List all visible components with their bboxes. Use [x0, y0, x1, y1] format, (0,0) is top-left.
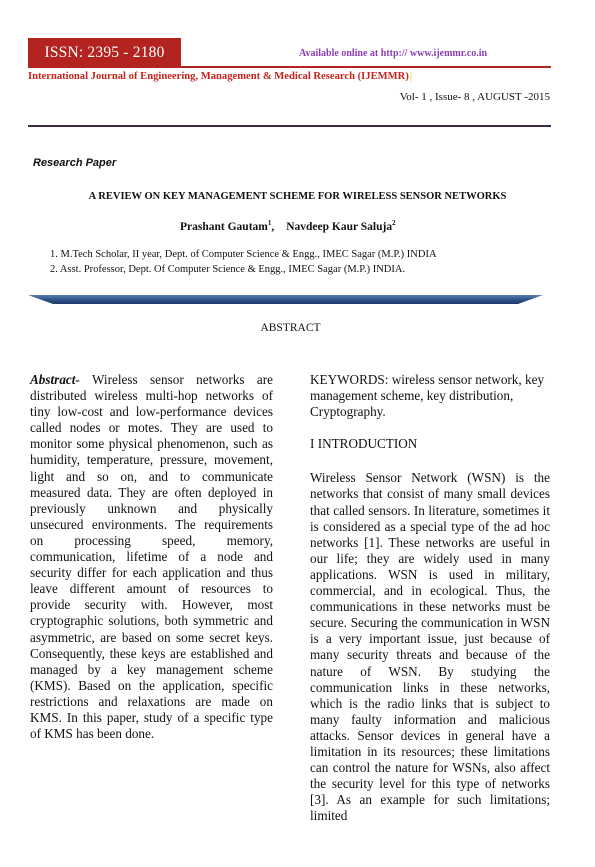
journal-name	[28, 71, 412, 82]
paper-title: A REVIEW ON KEY MANAGEMENT SCHEME FOR WIRELESS SENSOR NETWORKS	[88, 191, 507, 202]
abstract-label: Abstract-	[30, 372, 80, 387]
availability-link[interactable]: Available online at http:// www.ijemmr.co.in	[299, 48, 488, 59]
author-2-name: Navdeep Kaur Saluja	[286, 220, 393, 233]
abstract-heading: ABSTRACT	[260, 322, 321, 334]
volume-issue: Vol- 1 , Issue- 8 , AUGUST -2015	[399, 91, 550, 103]
author-1-name: Prashant Gautam	[180, 220, 268, 233]
affiliation-2: 2. Asst. Professor, Dept. Of Computer Science & Engg., IMEC Sagar (M.P.) INDIA.	[50, 264, 406, 275]
author-1-sup: 1	[267, 219, 272, 227]
journal-name-text: International Journal of Engineering, Management & Medical Research (IJEMMR)	[28, 71, 409, 82]
issn-badge: ISSN: 2395 - 2180	[28, 38, 181, 67]
keywords: KEYWORDS: wireless sensor network, key management scheme, key distribution, Cryptography.	[310, 372, 545, 420]
author-2-sup: 2	[392, 219, 396, 227]
introduction-heading: I INTRODUCTION	[310, 436, 418, 452]
right-column	[310, 372, 550, 824]
introduction-text: Wireless Sensor Network (WSN) is the networks that consist of many small devices that called sensors. In literature, sometimes it is considered as a special type of the ad hoc networks [1]. These networks are useful in our life; they are widely used in many applications. WSN is used in military, commercial, and in ecological. Thus, the communications in these networks must be secure. Securing the communication in WSN is a very important issue, just because of many security threats and because of the nature of WSN. By studying the communication links in these networks, which is the radio links that is subject to many faulty information and malicious attacks. Sensor devices in general have a limitation in its resources; these limitations can control the nature for WSNs, also affect the security level for this type of networks [3]. As an example for such limitations; limited	[310, 470, 550, 824]
abstract-text: Wireless sensor networks are distributed wireless multi-hop networks of tiny low-cost and low-performance devices called nodes or motes. They are used to monitor some physical phenomenon, such as humidity, temperature, pressure, movement, light and so on, and to communicate measured data. They are often deployed in previously unknown and physically unsecured environments. The requirements on processing speed, memory, communication, lifetime of a node and security differ for each application and thus leave different amount of resources to provide security with. However, most cryptographic solutions, both symmetric and asymmetric, are based on some secret keys. Consequently, these keys are established and managed by a key management scheme (KMS). Based on the application, specific restrictions and relaxations are made on KMS. In this paper, study of a specific type of KMS has been done.	[30, 372, 273, 742]
affiliation-1: 1. M.Tech Scholar, II year, Dept. of Computer Science & Engg., IMEC Sagar (M.P.) INDIA	[50, 249, 437, 260]
journal-separator: |	[409, 71, 412, 82]
left-column	[30, 372, 273, 742]
abstract-paragraph	[30, 372, 273, 742]
section-rule	[28, 125, 551, 127]
decorative-banner	[28, 292, 543, 306]
header-rule	[28, 66, 551, 68]
paper-type: Research Paper	[33, 157, 117, 169]
authors: Prashant Gautam$^1$, Navdeep Kaur Saluja$^2$	[180, 219, 396, 233]
